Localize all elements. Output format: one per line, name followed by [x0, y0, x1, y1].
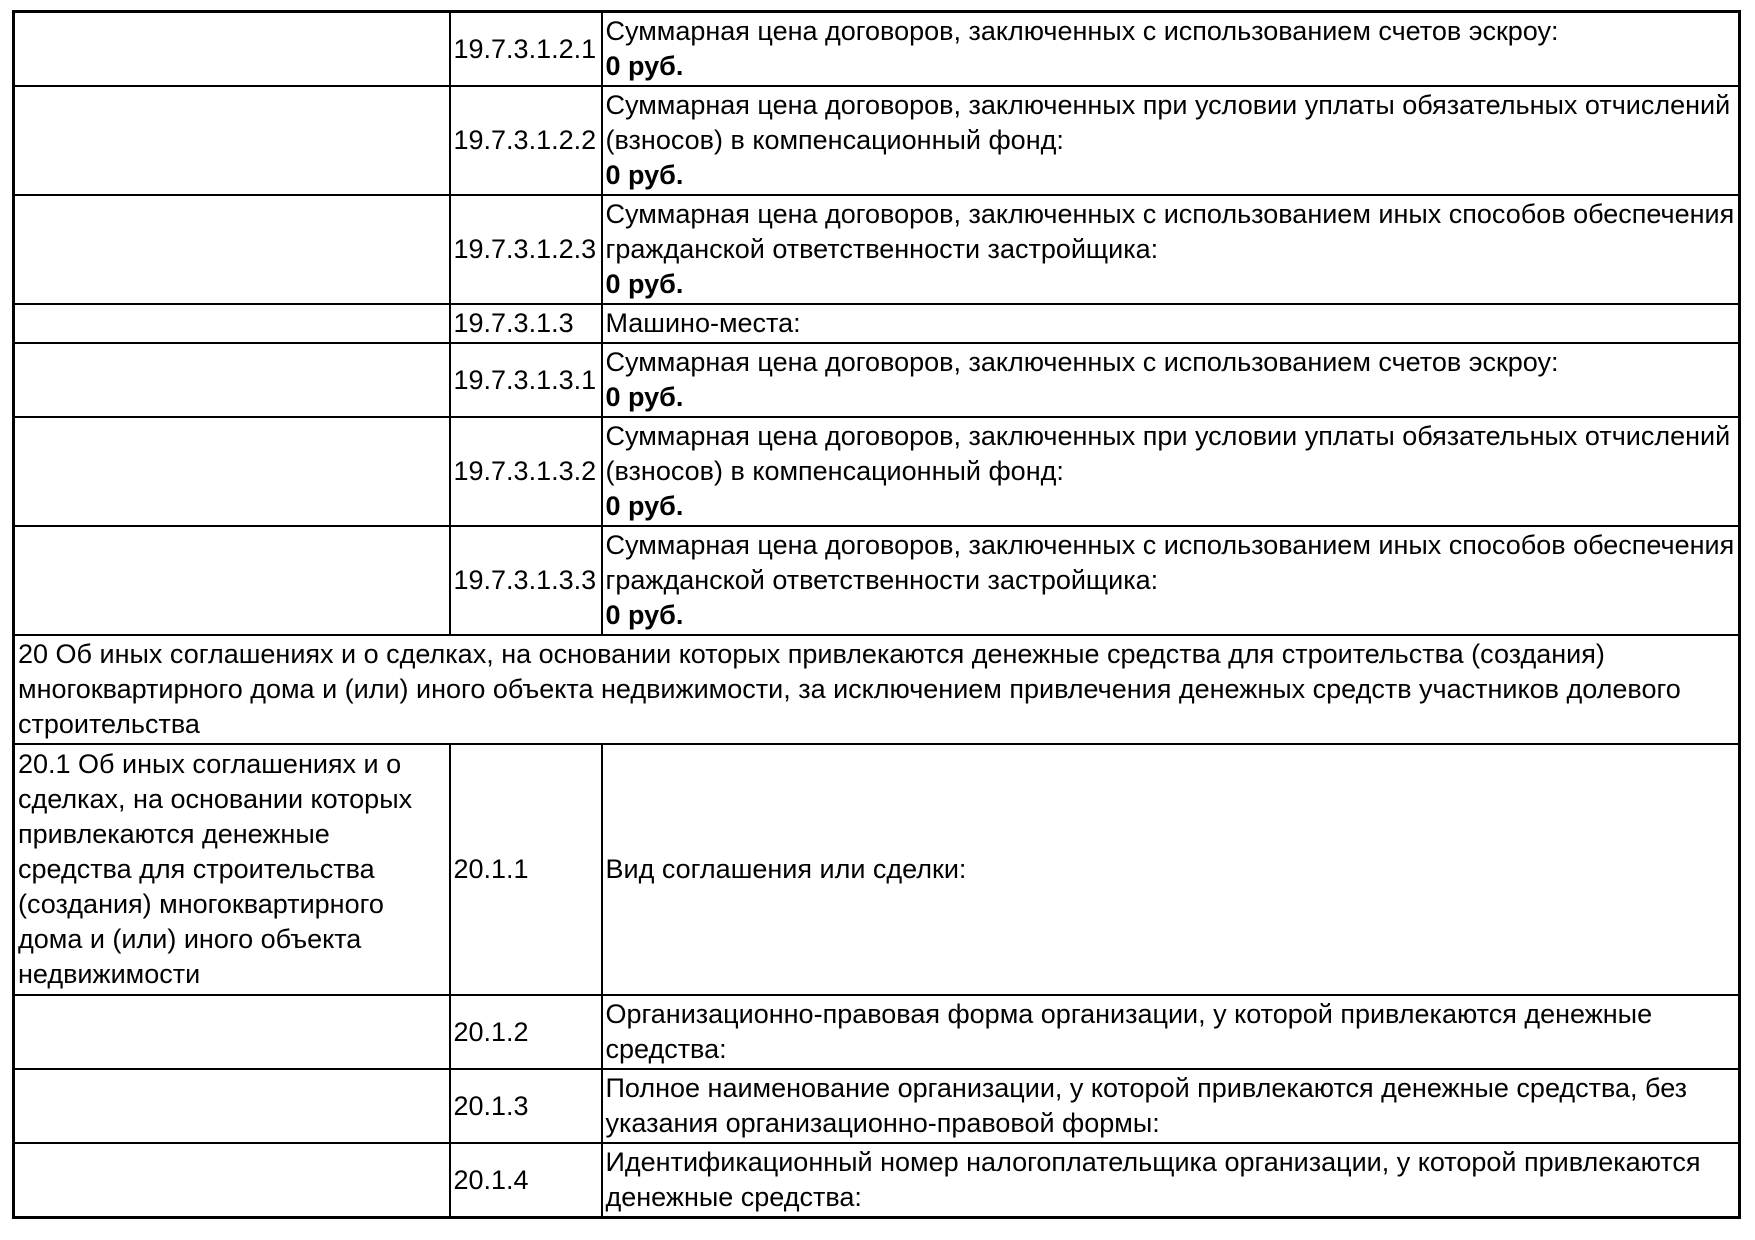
table-row — [14, 526, 1740, 635]
row-label: Организационно-правовая форма организации, у которой привлекаются денежные средства: — [605, 999, 1653, 1064]
row-content-cell — [602, 304, 1740, 343]
row-content-cell — [602, 526, 1740, 635]
table-row — [14, 195, 1740, 304]
table-row — [14, 304, 1740, 343]
row-number: 19.7.3.1.3.2 — [453, 456, 597, 486]
row-number-cell — [450, 526, 602, 635]
table-row — [14, 86, 1740, 195]
row-number-cell — [450, 995, 602, 1069]
row-number-cell — [450, 343, 602, 417]
row-content-cell — [602, 195, 1740, 304]
row-content-cell — [602, 12, 1740, 87]
row-value: 0 руб. — [605, 600, 684, 630]
declaration-table — [12, 10, 1741, 1219]
row-label: Вид соглашения или сделки: — [605, 854, 967, 884]
table-row — [14, 995, 1740, 1069]
row-number-cell — [450, 86, 602, 195]
row-number: 20.1.1 — [453, 854, 529, 884]
row-number-cell — [450, 12, 602, 87]
row-label: Суммарная цена договоров, заключенных с использованием счетов эскроу: — [605, 16, 1559, 46]
row-label: Суммарная цена договоров, заключенных при условии уплаты обязательных отчислений (взносов) в компенсационный фонд: — [605, 90, 1731, 155]
row-label: Машино-места: — [605, 308, 801, 338]
category-cell — [14, 304, 450, 343]
category-cell — [14, 195, 450, 304]
row-content-cell — [602, 417, 1740, 526]
row-number-cell — [450, 304, 602, 343]
row-number: 20.1.4 — [453, 1164, 529, 1195]
row-value: 0 руб. — [605, 160, 684, 190]
row-content-cell — [602, 343, 1740, 417]
row-number-cell — [450, 1069, 602, 1143]
row-number: 19.7.3.1.3.1 — [453, 364, 597, 395]
category-label: 20.1 Об иных соглашениях и о сделках, на основании которых привлекаются денежные средства для строительства (создания) многоквартирного дома и (или) иного объекта недвижимости — [18, 749, 413, 989]
section-header-row — [14, 635, 1740, 744]
row-content-cell — [602, 744, 1740, 995]
category-cell — [14, 744, 450, 995]
table-row — [14, 1069, 1740, 1143]
category-cell — [14, 1069, 450, 1143]
category-cell — [14, 1143, 450, 1218]
row-content-cell — [602, 995, 1740, 1069]
row-number: 19.7.3.1.2.2 — [453, 125, 597, 155]
row-value: 0 руб. — [605, 491, 684, 521]
category-cell — [14, 343, 450, 417]
row-label: Суммарная цена договоров, заключенных с использованием счетов эскроу: — [605, 347, 1559, 377]
table-row — [14, 744, 1740, 995]
row-label: Полное наименование организации, у которой привлекаются денежные средства, без указания организационно-правовой формы: — [605, 1073, 1688, 1138]
row-label: Суммарная цена договоров, заключенных с использованием иных способов обеспечения гражданской ответственности застройщика: — [605, 199, 1735, 264]
category-cell — [14, 417, 450, 526]
row-number: 19.7.3.1.2.3 — [453, 234, 597, 264]
section-header-label: 20 Об иных соглашениях и о сделках, на основании которых привлекаются денежные средства для строительства (создания) многоквартирного дома и (или) иного объекта недвижимости, за исключением привлечения денежных средств участников долевого строительства — [18, 639, 1681, 739]
row-label: Суммарная цена договоров, заключенных с использованием иных способов обеспечения гражданской ответственности застройщика: — [605, 530, 1735, 595]
row-number-cell — [450, 744, 602, 995]
row-number-cell — [450, 195, 602, 304]
row-number: 19.7.3.1.3 — [453, 308, 574, 338]
row-content-cell — [602, 1069, 1740, 1143]
section-header-cell — [14, 635, 1740, 744]
row-content-cell — [602, 1143, 1740, 1218]
row-number: 19.7.3.1.3.3 — [453, 565, 597, 595]
category-cell — [14, 86, 450, 195]
table-row — [14, 417, 1740, 526]
row-label: Идентификационный номер налогоплательщика организации, у которой привлекаются денежные средства: — [605, 1147, 1701, 1212]
row-number: 20.1.2 — [453, 1016, 529, 1047]
category-cell — [14, 995, 450, 1069]
row-content-cell — [602, 86, 1740, 195]
row-number: 19.7.3.1.2.1 — [453, 33, 597, 64]
table-row — [14, 343, 1740, 417]
table-row — [14, 12, 1740, 87]
row-value: 0 руб. — [605, 51, 684, 81]
row-number-cell — [450, 1143, 602, 1218]
row-value: 0 руб. — [605, 269, 684, 299]
row-number-cell — [450, 417, 602, 526]
category-cell — [14, 12, 450, 87]
row-label: Суммарная цена договоров, заключенных при условии уплаты обязательных отчислений (взносов) в компенсационный фонд: — [605, 421, 1731, 486]
table-row — [14, 1143, 1740, 1218]
row-number: 20.1.3 — [453, 1090, 529, 1121]
category-cell — [14, 526, 450, 635]
row-value: 0 руб. — [605, 382, 684, 412]
